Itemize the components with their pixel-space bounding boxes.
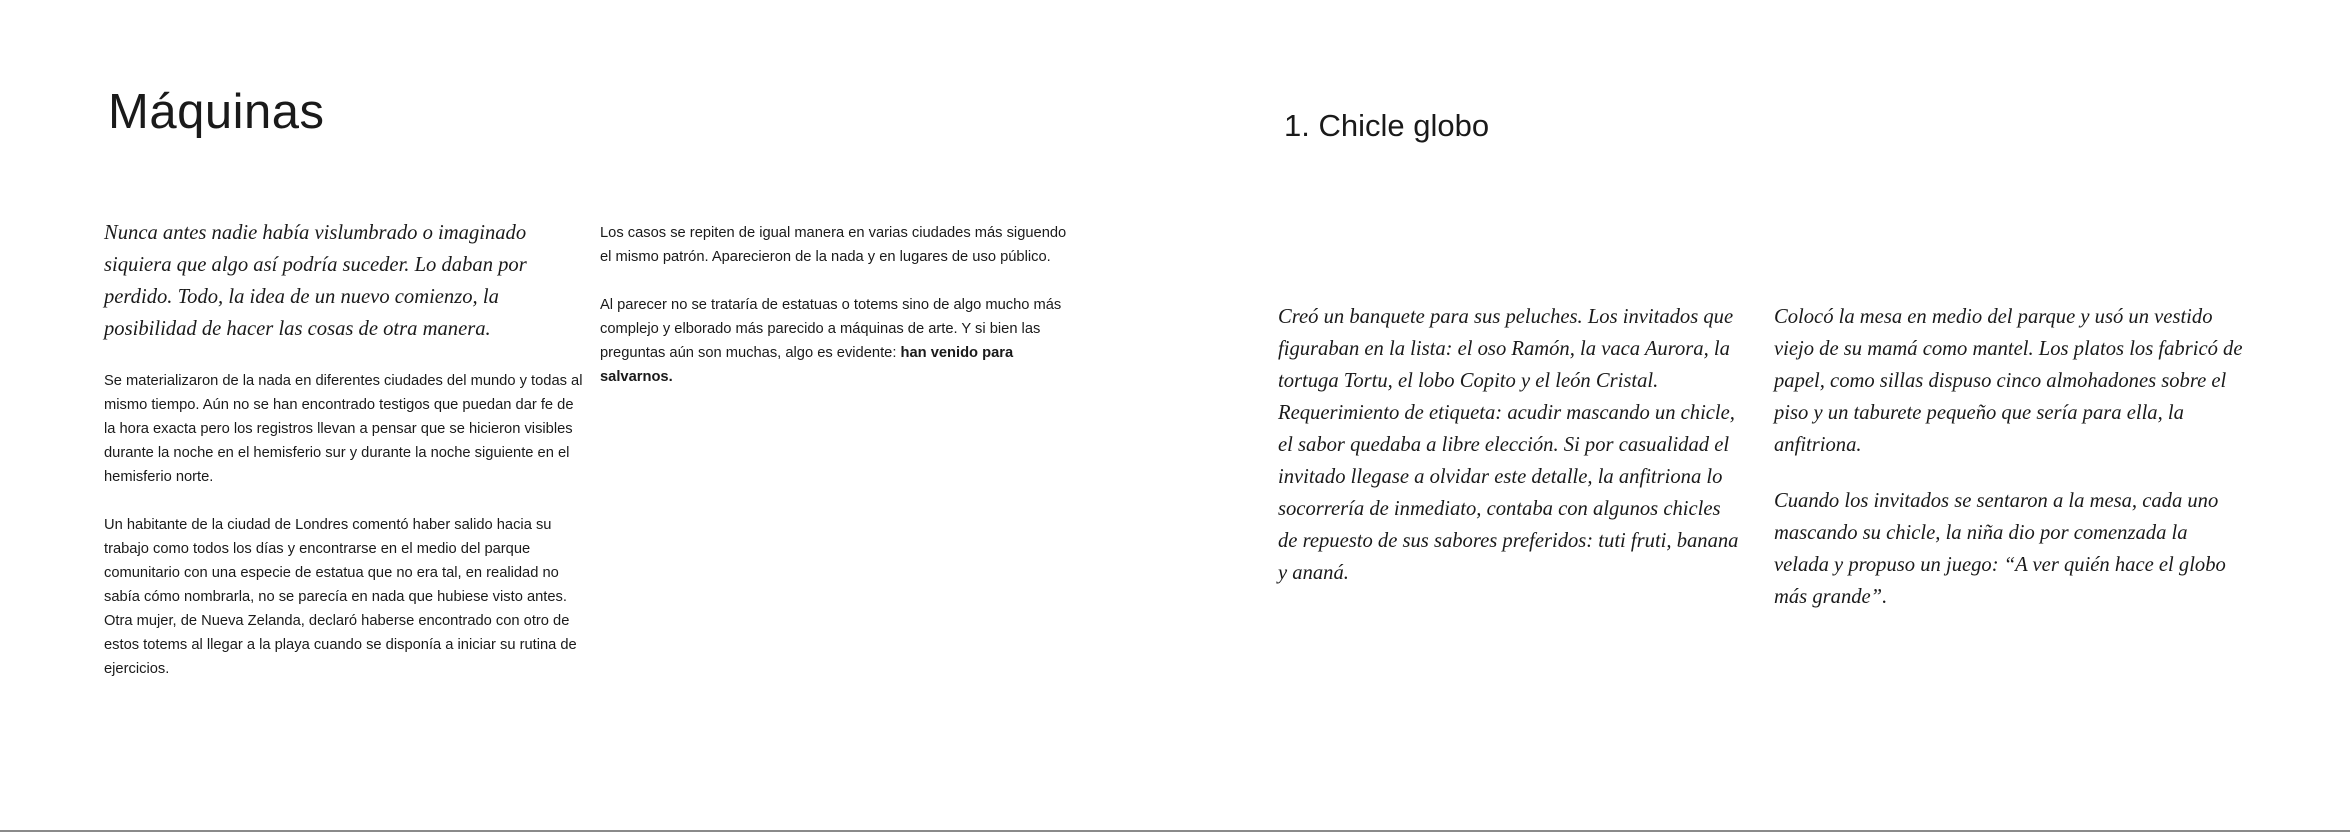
body-paragraph-1: Se materializaron de la nada en diferentes ciudades del mundo y todas al mismo tiempo. Aún no se han encontrado testigos que puedan dar fe de la hora exacta pero los registros llevan a pensar que se hicieron visibles durante la noche en el hemisferio sur y durante la noche siguiente en el hemisferio norte. — [104, 373, 583, 485]
emphasis-text: han venido para salvarnos. — [600, 345, 1014, 385]
body-paragraph-5-text: Al parecer no se trataría de estatuas o totems sino de algo mucho más complejo y elborado más parecido a máquinas de arte. Y si bien las preguntas aún son muchas, algo es evidente: — [600, 297, 1062, 361]
body-paragraph-5 — [600, 293, 1080, 389]
section-title: 1. Chicle globo — [1284, 108, 1490, 143]
story-paragraph-1: Creó un banquete para sus peluches. Los invitados que figuraban en la lista: el oso Ramón, la vaca Aurora, la tortuga Tortu, el lobo Copito y el león Cristal. Requerimiento de etiqueta: acudir mascando un chicle, el sabor quedaba a libre elección. Si por casualidad el invitado llegase a olvidar este detalle, la anfitriona lo socorrería de inmediato, contaba con algunos chicles de repuesto de sus sabores preferidos: tuti fruti, banana y ananá. — [1278, 306, 1739, 584]
right-column-2 — [1774, 301, 2244, 613]
right-column-1 — [1278, 301, 1743, 589]
body-paragraph-3: Los casos se repiten de igual manera en varias ciudades más siguendo el mismo patrón. Aparecieron de la nada y en lugares de uso público. — [600, 225, 1067, 265]
page-title: Máquinas — [108, 85, 325, 139]
body-paragraph-2: Un habitante de la ciudad de Londres comentó haber salido hacia su trabajo como todos los días y encontrarse en el medio del parque comunitario con una especie de estatua que no era tal, en realidad no sabía cómo nombrarla, no se parecía en nada que hubiese visto antes. Otra mujer, de Nueva Zelanda, declaró haberse encontrado con otro de estos totems al llegar a la playa cuando se disponía a iniciar su rutina de ejercicios. — [104, 517, 577, 677]
story-paragraph-2: Colocó la mesa en medio del parque y usó un vestido viejo de su mamá como mantel. Los platos los fabricó de papel, como sillas dispuso cinco almohadones sobre el piso y un taburete pequeño que sería para ella, la anfitriona. — [1774, 306, 2243, 456]
intro-paragraph: Nunca antes nadie había vislumbrado o imaginado siquiera que algo así podría suceder. Lo daban por perdido. Todo, la idea de un nuevo comienzo, la posibilidad de hacer las cosas de otra manera. — [104, 222, 527, 340]
story-paragraph-3: Cuando los invitados se sentaron a la mesa, cada uno mascando su chicle, la niña dio por comenzada la velada y propuso un juego: “A ver quién hace el globo más grande”. — [1774, 490, 2226, 608]
left-column-1 — [104, 217, 584, 681]
left-column-2 — [600, 221, 1080, 389]
